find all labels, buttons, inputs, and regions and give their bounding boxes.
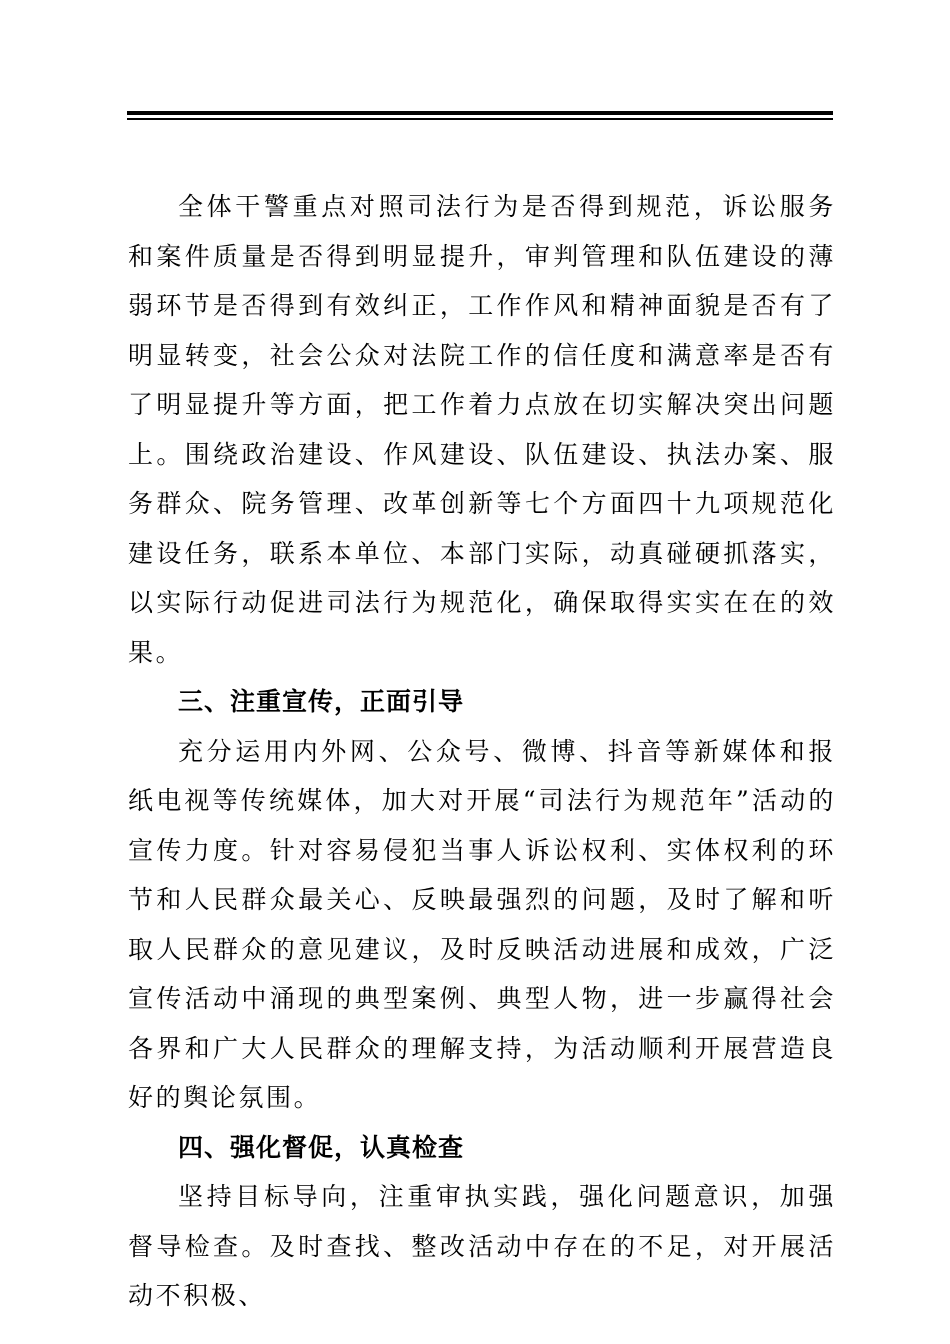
section-heading-4: 四、强化督促，认真检查 [178,1132,465,1162]
header-double-rule-top [127,111,833,115]
body-paragraph: 全体干警重点对照司法行为是否得到规范，诉讼服务和案件质量是否得到明显提升，审判管理和队伍建设的薄弱环节是否得到有效纠正，工作作风和精神面貌是否有了明显转变，社会公众对法院工作的信任度和满意率是否有了明显提升等方面，把工作着力点放在切实解决突出问题上。围绕政治建设、作风建设、队伍建设、执法办案、服务群众、院务管理、改革创新等七个方面四十九项规范化建设任务，联系本单位、本部门实际，动真碰硬抓落实，以实际行动促进司法行为规范化，确保取得实实在在的效果。 [128,192,836,667]
body-paragraph: 坚持目标导向，注重审执实践，强化问题意识，加强督导检查。及时查找、整改活动中存在的不足，对开展活动不积极、 [128,1182,836,1310]
section-heading-3: 三、注重宣传，正面引导 [178,687,465,716]
header-double-rule-bottom [127,118,833,120]
body-paragraph: 充分运用内外网、公众号、微博、抖音等新媒体和报纸电视等传统媒体，加大对开展“司法行为规范年”活动的宣传力度。针对容易侵犯当事人诉讼权利、实体权利的环节和人民群众最关心、反映最强烈的问题，及时了解和听取人民群众的意见建议，及时反映活动进展和成效，广泛宣传活动中涌现的典型案例、典型人物，进一步赢得社会各界和广大人民群众的理解支持，为活动顺利开展营造良好的舆论氛围。 [128,736,836,1112]
document-body [128,182,836,1321]
